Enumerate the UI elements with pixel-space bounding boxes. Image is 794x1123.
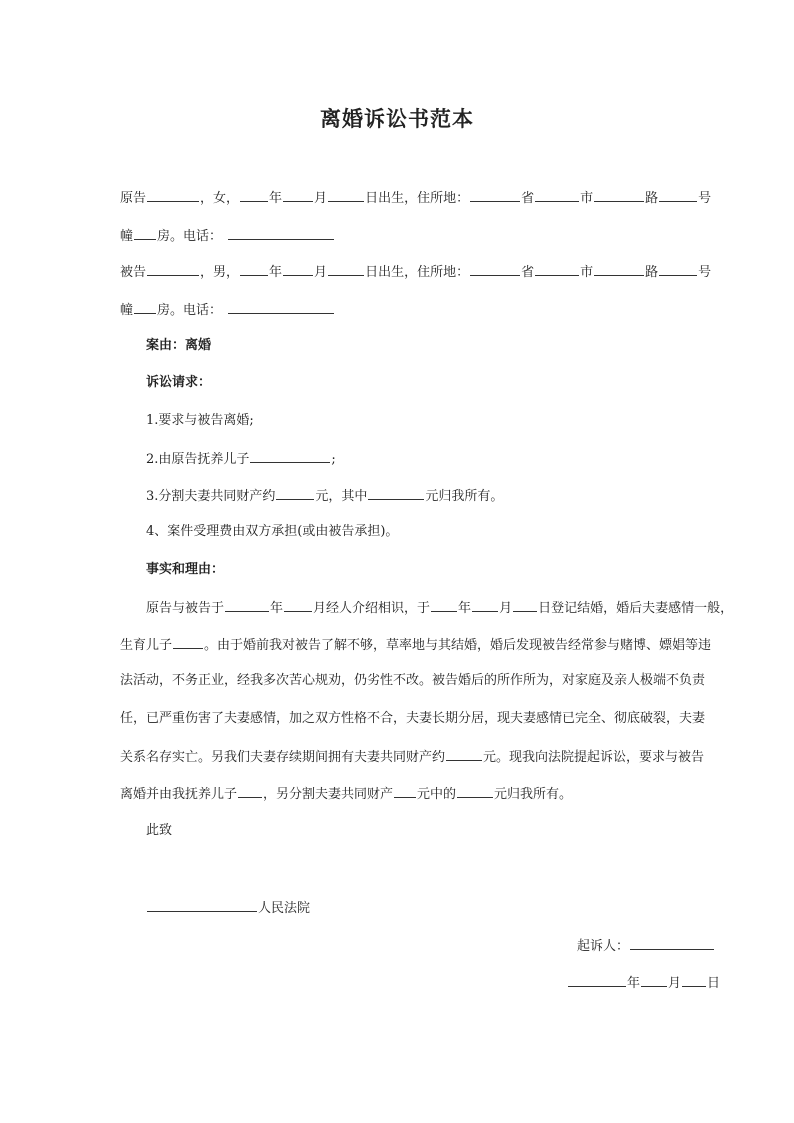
label: ，男，: [200, 265, 240, 280]
year-blank[interactable]: [240, 262, 268, 276]
text: ，另分割夫妻共同财产: [263, 787, 394, 802]
amount-blank[interactable]: [276, 486, 314, 500]
defendant-line-2: [120, 300, 335, 320]
text: 月经人介绍相识，于: [313, 601, 431, 616]
son-blank[interactable]: [250, 449, 330, 463]
facts-heading: 事实和理由：: [146, 562, 225, 577]
label: 号: [698, 191, 712, 206]
text: 年: [270, 601, 284, 616]
claim-3: [146, 486, 503, 506]
blank[interactable]: [431, 598, 457, 612]
day-blank[interactable]: [682, 973, 706, 987]
defendant-line-1: [120, 262, 711, 282]
label: 路: [645, 265, 659, 280]
label: 日出生，住所地：: [365, 191, 470, 206]
blank[interactable]: [457, 784, 493, 798]
text: 关系名存实亡。另我们夫妻存续期间拥有夫妻共同财产约: [120, 750, 446, 765]
text: 原告与被告于: [146, 601, 225, 616]
text: 生育儿子: [120, 638, 173, 653]
road-blank[interactable]: [594, 262, 644, 276]
label: 市: [580, 191, 594, 206]
share-blank[interactable]: [368, 486, 424, 500]
facts-line-4: 任，已严重伤害了夫妻感情，加之双方性格不合，夫妻长期分居，现夫妻感情已完全、彻底破裂，夫妻: [120, 711, 706, 726]
city-blank[interactable]: [535, 188, 579, 202]
label: 被告: [120, 265, 147, 280]
claim-4: 4、案件受理费由双方承担(或由被告承担)。: [146, 524, 399, 539]
label: 2.由原告抚养儿子: [146, 452, 250, 467]
label: ，女，: [200, 191, 240, 206]
claim-1: 1.要求与被告离婚;: [146, 413, 254, 428]
province-blank[interactable]: [470, 262, 520, 276]
document-title: 离婚诉讼书范本: [320, 106, 474, 131]
label: 原告: [120, 191, 147, 206]
plaintiff-line-2: [120, 226, 335, 246]
province-blank[interactable]: [470, 188, 520, 202]
blank[interactable]: [173, 635, 203, 649]
name-blank[interactable]: [147, 262, 199, 276]
facts-line-1: [146, 598, 733, 618]
label: 幢: [120, 303, 134, 318]
label: 日: [707, 976, 721, 991]
text: 元。现我向法院提起诉讼，要求与被告: [483, 750, 705, 765]
label: 年: [269, 191, 283, 206]
label: ;: [331, 452, 336, 467]
label: 元归我所有。: [425, 489, 504, 504]
name-blank[interactable]: [147, 188, 199, 202]
blank[interactable]: [284, 598, 312, 612]
building-blank[interactable]: [134, 226, 156, 240]
label: 年: [627, 976, 641, 991]
label: 号: [698, 265, 712, 280]
label: 元，其中: [315, 489, 368, 504]
blank[interactable]: [446, 747, 482, 761]
label: 省: [521, 265, 535, 280]
phone-blank[interactable]: [228, 300, 334, 314]
cause-line: 案由：离婚: [146, 338, 212, 353]
date-line: [567, 972, 720, 991]
label: 房。电话：: [157, 229, 223, 244]
number-blank[interactable]: [659, 188, 697, 202]
court-line: [146, 898, 310, 918]
facts-line-2: [120, 635, 711, 655]
year-blank[interactable]: [240, 188, 268, 202]
label: 日出生，住所地：: [365, 265, 470, 280]
label: 月: [314, 191, 328, 206]
label: 房。电话：: [157, 303, 223, 318]
text: 月: [499, 601, 513, 616]
label: 年: [269, 265, 283, 280]
facts-line-6: [120, 784, 572, 804]
label: 3.分割夫妻共同财产约: [146, 489, 276, 504]
plaintiff-signature-line: [577, 935, 715, 954]
label: 市: [580, 265, 594, 280]
label: 省: [521, 191, 535, 206]
blank[interactable]: [225, 598, 269, 612]
label: 幢: [120, 229, 134, 244]
year-blank[interactable]: [568, 973, 626, 987]
blank[interactable]: [472, 598, 498, 612]
phone-blank[interactable]: [228, 226, 334, 240]
label: 月: [314, 265, 328, 280]
claims-heading: 诉讼请求：: [146, 375, 212, 390]
text: 年: [458, 601, 472, 616]
court-blank[interactable]: [147, 898, 257, 912]
text: 。由于婚前我对被告了解不够，草率地与其结婚，婚后发现被告经常参与赌博、嫖娼等违: [204, 638, 712, 653]
city-blank[interactable]: [535, 262, 579, 276]
month-blank[interactable]: [283, 188, 313, 202]
blank[interactable]: [238, 784, 262, 798]
claim-2: [146, 449, 336, 469]
label: 路: [645, 191, 659, 206]
month-blank[interactable]: [283, 262, 313, 276]
plaintiff-line-1: [120, 188, 711, 208]
label: 月: [668, 976, 682, 991]
closing: 此致: [146, 823, 173, 838]
blank[interactable]: [394, 784, 416, 798]
signature-blank[interactable]: [630, 936, 714, 950]
blank[interactable]: [513, 598, 537, 612]
text: 元归我所有。: [494, 787, 573, 802]
text: 离婚并由我抚养儿子: [120, 787, 238, 802]
month-blank[interactable]: [641, 973, 667, 987]
number-blank[interactable]: [659, 262, 697, 276]
day-blank[interactable]: [328, 188, 364, 202]
facts-line-5: [120, 747, 704, 767]
text: 元中的: [417, 787, 457, 802]
road-blank[interactable]: [594, 188, 644, 202]
facts-line-3: 法活动，不务正业，经我多次苦心规劝，仍劣性不改。被告婚后的所作所为，对家庭及亲人极端不负责: [120, 673, 706, 688]
text: 日登记结婚，婚后夫妻感情一般，: [538, 601, 734, 616]
label: 人民法院: [258, 901, 311, 916]
building-blank[interactable]: [134, 300, 156, 314]
day-blank[interactable]: [328, 262, 364, 276]
label: 起诉人：: [577, 939, 630, 954]
